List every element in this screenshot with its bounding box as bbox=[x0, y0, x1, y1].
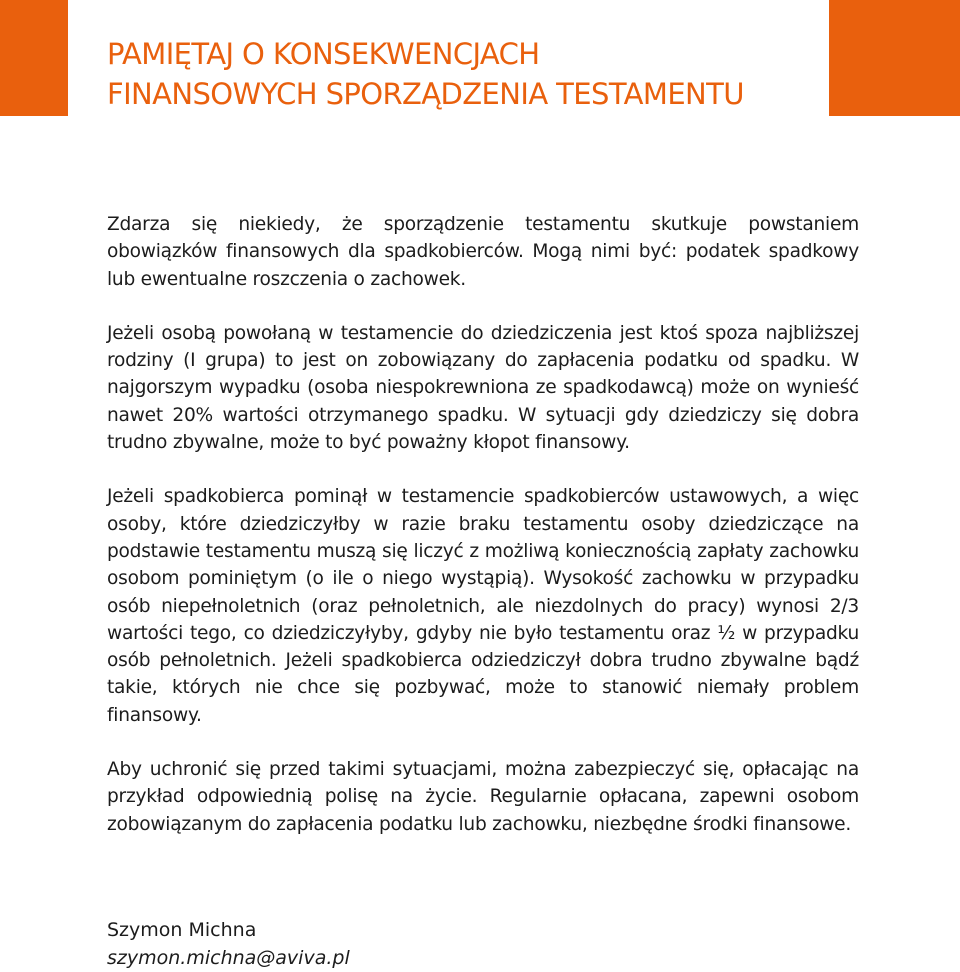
author-email: szymon.michna@aviva.pl bbox=[107, 947, 350, 969]
paragraph-reserved-portion: Jeżeli spadkobierca pominął w testamencie spadkobierców ustawowych, a więc osoby, które dziedziczyłby w razie braku testamentu osoby dziedziczące na podstawie testamentu muszą się liczyć z możliwą koniecznością zapłaty zachowku osobom pominiętym (o ile o niego wystąpią). Wysokość zachowku w przypadku osób niepełnoletnich (oraz pełnoletnich, ale niezdolnych do pracy) wynosi 2/3 wartości tego, co dziedziczyłyby, gdyby nie było testamentu oraz ½ w przypadku osób pełnoletnich. Jeżeli spadkobierca odziedziczył dobra trudno zbywalne bądź takie, których nie chce się pozbywać, może to stanowić niemały problem finansowy. bbox=[107, 486, 859, 726]
paragraph-inheritance-tax: Jeżeli osobą powołaną w testamencie do dziedziczenia jest ktoś spoza najbliższej rodziny (I grupa) to jest on zobowiązany do zapłacenia podatku od spadku. W najgorszym wypadku (osoba niespokrewniona ze spadkodawcą) może on wynieść nawet 20% wartości otrzymanego spadku. W sytuacji gdy dziedziczy się dobra trudno zbywalne, może to być poważny kłopot finansowy. bbox=[107, 322, 859, 454]
author-name: Szymon Michna bbox=[107, 919, 257, 941]
page-title bbox=[107, 34, 827, 114]
page-title-line-2: FINANSOWYCH SPORZĄDZENIA TESTAMENTU bbox=[107, 77, 744, 111]
signature bbox=[107, 916, 350, 972]
paragraph-life-insurance: Aby uchronić się przed takimi sytuacjami, można zabezpieczyć się, opłacając na przykład odpowiednią polisę na życie. Regularnie opłacana, zapewni osobom zobowiązanym do zapłacenia podatku lub zachowku, niezbędne środki finansowe. bbox=[107, 759, 859, 835]
article-body bbox=[107, 211, 859, 838]
paragraph-intro: Zdarza się niekiedy, że sporządzenie testamentu skutkuje powstaniem obowiązków finansowych dla spadkobierców. Mogą nimi być: podatek spadkowy lub ewentualne roszczenia o zachowek. bbox=[107, 214, 859, 290]
header-accent-bar-left bbox=[0, 0, 68, 116]
header-accent-bar-right bbox=[829, 0, 960, 116]
page-title-line-1: PAMIĘTAJ O KONSEKWENCJACH bbox=[107, 37, 540, 71]
